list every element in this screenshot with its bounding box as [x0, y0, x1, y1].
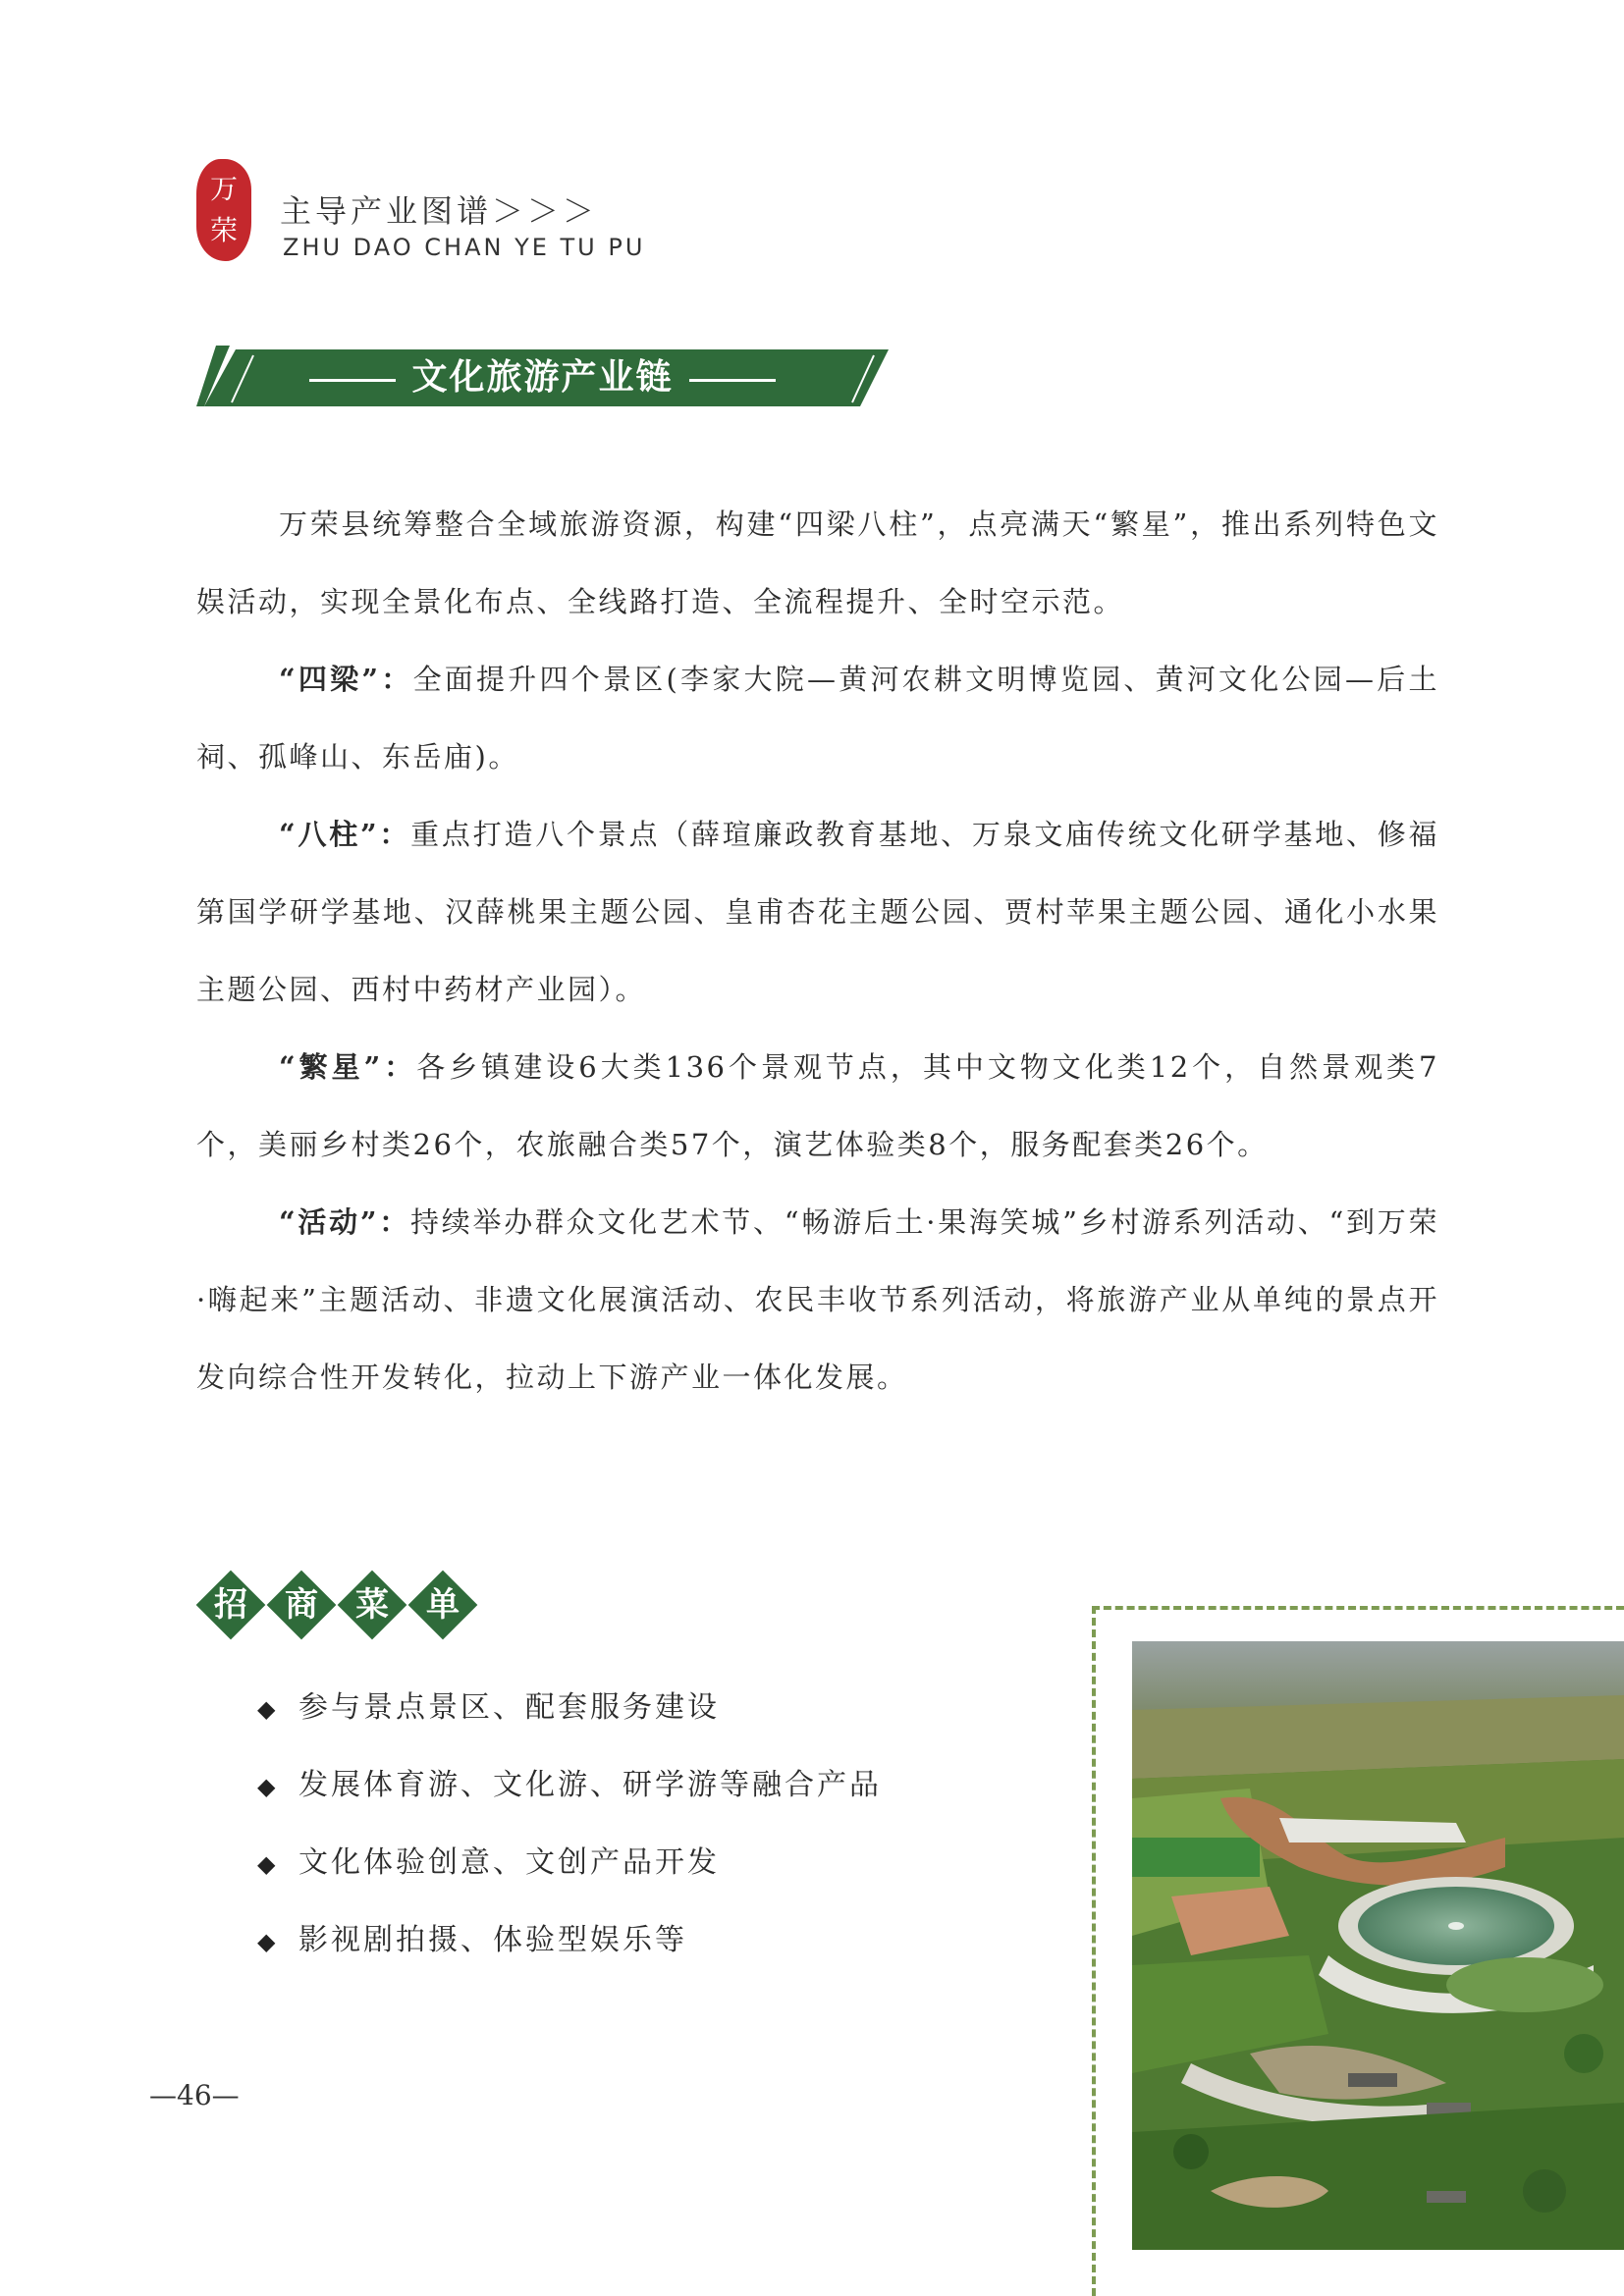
paragraph-huodong	[196, 1184, 1439, 1416]
text-huodong: 持续举办群众文化艺术节、“畅游后土·果海笑城”乡村游系列活动、“到万荣·嗨起来”主题活动、非遗文化展演活动、农民丰收节系列活动，将旅游产业从单纯的景点开发向综合性开发转化，拉动上下游产业一体化发展。	[196, 1205, 1439, 1394]
text-fanxing: 各乡镇建设6大类136个景观节点，其中文物文化类12个，自然景观类7个，美丽乡村类26个，农旅融合类57个，演艺体验类8个，服务配套类26个。	[196, 1050, 1439, 1161]
menu-title-diamond-4	[408, 1571, 477, 1639]
menu-title-char: 菜	[355, 1585, 389, 1625]
section-title: 文化旅游产业链	[196, 346, 889, 408]
paragraph-intro: 万荣县统筹整合全域旅游资源，构建“四梁八柱”，点亮满天“繁星”，推出系列特色文娱活动，实现全景化布点、全线路打造、全流程提升、全时空示范。	[196, 507, 1439, 618]
paragraph-fanxing	[196, 1029, 1439, 1184]
body-text	[196, 486, 1439, 1416]
menu-title-diamond-2	[267, 1571, 336, 1639]
text-siliang: 全面提升四个景区(李家大院—黄河农耕文明博览园、黄河文化公园—后土祠、孤峰山、东岳庙)。	[196, 663, 1439, 774]
seal-char-1: 万	[209, 173, 238, 205]
text-bazhu: 重点打造八个景点（薛瑄廉政教育基地、万泉文庙传统文化研学基地、修福第国学研学基地、汉薛桃果主题公园、皇甫杏花主题公园、贾村苹果主题公园、通化小水果主题公园、西村中药材产业园）。	[196, 818, 1439, 1006]
label-siliang: “四梁”：	[279, 663, 413, 696]
section-banner	[196, 346, 889, 408]
list-item-text: 影视剧拍摄、体验型娱乐等	[298, 1923, 687, 1957]
diamond-bullet-icon: ◆	[257, 1928, 279, 1955]
list-item	[257, 1758, 882, 1836]
menu-title-diamond-3	[338, 1571, 406, 1639]
logo-seal	[196, 159, 251, 261]
list-item	[257, 1836, 882, 1913]
seal-char-2: 荣	[209, 214, 238, 246]
paragraph-siliang	[196, 641, 1439, 796]
list-item-text: 参与景点景区、配套服务建设	[298, 1690, 720, 1725]
page-number: —46—	[149, 2079, 240, 2111]
header-title-cn: 主导产业图谱＞＞＞	[280, 192, 599, 230]
menu-title-char: 商	[285, 1585, 318, 1625]
list-item	[257, 1681, 882, 1758]
list-item-text: 文化体验创意、文创产品开发	[298, 1845, 720, 1880]
list-item	[257, 1913, 882, 1991]
paragraph-bazhu	[196, 796, 1439, 1029]
label-bazhu: “八柱”：	[279, 818, 411, 851]
label-huodong: “活动”：	[279, 1205, 411, 1239]
investment-menu-list	[257, 1681, 882, 1991]
diamond-bullet-icon: ◆	[257, 1850, 279, 1878]
diamond-bullet-icon: ◆	[257, 1695, 279, 1723]
menu-title-char: 招	[214, 1585, 247, 1625]
label-fanxing: “繁星”：	[279, 1050, 417, 1084]
list-item-text: 发展体育游、文化游、研学游等融合产品	[298, 1768, 882, 1802]
menu-title-diamond-1	[196, 1571, 265, 1639]
header-title-en: ZHU DAO CHAN YE TU PU	[283, 234, 646, 261]
menu-title-char: 单	[426, 1585, 460, 1625]
aerial-park-photo	[1132, 1641, 1624, 2250]
diamond-bullet-icon: ◆	[257, 1773, 279, 1800]
